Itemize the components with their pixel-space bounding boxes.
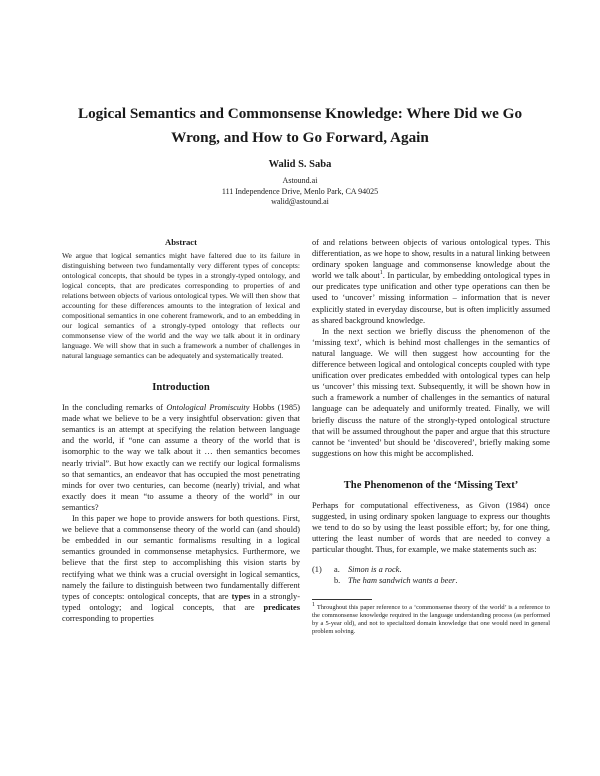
address: 111 Independence Drive, Menlo Park, CA 94025: [221, 186, 379, 196]
intro-p2-text-c: corresponding to properties: [62, 613, 154, 623]
intro-p2-text-a: In this paper we hope to provide answers for both questions. First, we believe that a commonsense theory of the world can (and should) be embedded in our semantic formalisms resulting in a logical semantics grounded in commonsense metaphysics. Furthermore, we believe that the first step to accomplishing this vision starts by rectifying what we think was a crucial oversight in logical semantics, namely the failure to distinguish between two fundamentally different types of concepts: ontological concepts, that are: [62, 514, 300, 601]
introduction-heading: Introduction: [152, 382, 210, 394]
title-line-2: Wrong, and How to Go Forward, Again: [171, 129, 429, 146]
footnote-1: [312, 601, 550, 637]
footnote-text: Throughout this paper reference to a ‘commonsense theory of the world’ is a reference to the commonsense knowledge required in the language understanding process (as performed by a 5-year old), and not to specialized domain knowledge that one would need in general problem solving.: [312, 603, 550, 636]
title-line-1: Logical Semantics and Commonsense Knowledge: Where Did we Go: [77, 105, 523, 122]
footnote-marker: 1: [312, 601, 315, 608]
intro-p1-text-a: In the concluding remarks of: [62, 403, 167, 413]
right-paragraph-1: [312, 237, 550, 326]
intro-paragraph-1: [62, 402, 300, 513]
paper-title: [40, 102, 560, 150]
example-b-text: The ham sandwich wants a beer: [348, 576, 456, 586]
right-p1-text-b: . In particular, by embedding ontological types in our predicates type unification and other type operations can then be used to ‘uncover’ missing information – information that is never explicitly stated in everyday discourse, but is often implicitly assumed as shared background knowledge.: [312, 271, 550, 325]
abstract-heading: Abstract: [165, 237, 197, 247]
example-list: [312, 564, 550, 586]
intro-p2-bold-predicates: predicates: [263, 602, 300, 612]
right-paragraph-2: In the next section we briefly discuss the phenomenon of the ‘missing text’, which is behind most challenges in the semantics of natural language. We will then suggest how accounting for the difference between logical and ontological concepts coupled with type unification over predicates embedded with ontological types can help us ‘uncover’ this missing text. Subsequently, it will be shown how in such a framework a number of challenges in the semantics of natural language can be adequately and uniformly treated. Finally, we will briefly discuss the nature of the strongly-typed ontological structure that will be assumed throughout the paper and argue that this structure cannot be ‘invented’ but should be ‘discovered’, briefly making some suggestions on how this might be accomplished.: [312, 326, 550, 458]
right-p1-text-a: of and relations between objects of various ontological types. This differentiation, as we hope to show, results in a natural linking between ordinary spoken language and commonsense knowledge about the world we talk about: [312, 238, 550, 281]
example-a-text: Simon is a rock: [348, 565, 400, 575]
intro-p2-bold-types: types: [231, 591, 251, 601]
footnote-ref-1: 1: [379, 270, 383, 277]
author-name: Walid S. Saba: [268, 159, 332, 170]
abstract-text: We argue that logical semantics might have faltered due to its failure in distinguishing between two fundamentally very different types of concepts: ontological concepts, that should be types in a strongly-typed ontology, and logical concepts, that are predicates corresponding to properties of and relations between objects of various ontological types. We will then show that accounting for these differences amounts to the integration of lexical and compositional semantics in one coherent framework, and to an embedding in our logical semantics of a strongly-typed ontology that reflects our commonsense view of the world and the way we talk about it in ordinary language. We will show that in such a framework a number of challenges in natural language semantics can be adequately and systematically treated.: [62, 251, 300, 361]
example-number: (1): [312, 565, 322, 575]
missing-text-heading: The Phenomenon of the ‘Missing Text’: [343, 479, 519, 491]
email: walid@astound.ai: [271, 197, 329, 206]
intro-p1-text-b: Hobbs (1985) made what we believe to be a very insightful observation: given that semantics is an attempt at specifying the relation between language and the world, if “one can assume a theory of the world that is isomorphic to the way we talk about it … then semantics becomes nearly trivial”. But how exactly can we rectify our logical formalisms so that semantics, an endeavor that has occupied the most penetrating minds for over two centuries, can become (nearly) trivial, and what exactly does it mean “to assume a theory of the world” in our semantics?: [62, 403, 300, 512]
author-affiliation-block: [0, 176, 600, 208]
example-item-b: b. The ham sandwich wants a beer.: [334, 576, 458, 586]
affiliation: Astound.ai: [282, 176, 318, 185]
intro-p1-italic: Ontological Promiscuity: [166, 403, 250, 413]
example-item-a: (1) a. Simon is a rock.: [312, 565, 402, 575]
example-a-label: a.: [334, 565, 340, 575]
left-column: [62, 237, 300, 624]
right-column: [312, 237, 550, 636]
intro-paragraph-2: [62, 513, 300, 624]
intro-p2-text-b: in a strongly-typed ontology; and logical concepts, that are: [62, 591, 300, 612]
example-b-label: b.: [334, 576, 341, 586]
missing-text-paragraph-1: Perhaps for computational effectiveness, as Givon (1984) once suggested, in using ordinary spoken language to express our thoughts we tend to do so by using the least possible effort; by, for one thing, uttering the least number of words that are needed to convey a particular thought. Thus, for example, we make statements such as:: [312, 500, 550, 555]
